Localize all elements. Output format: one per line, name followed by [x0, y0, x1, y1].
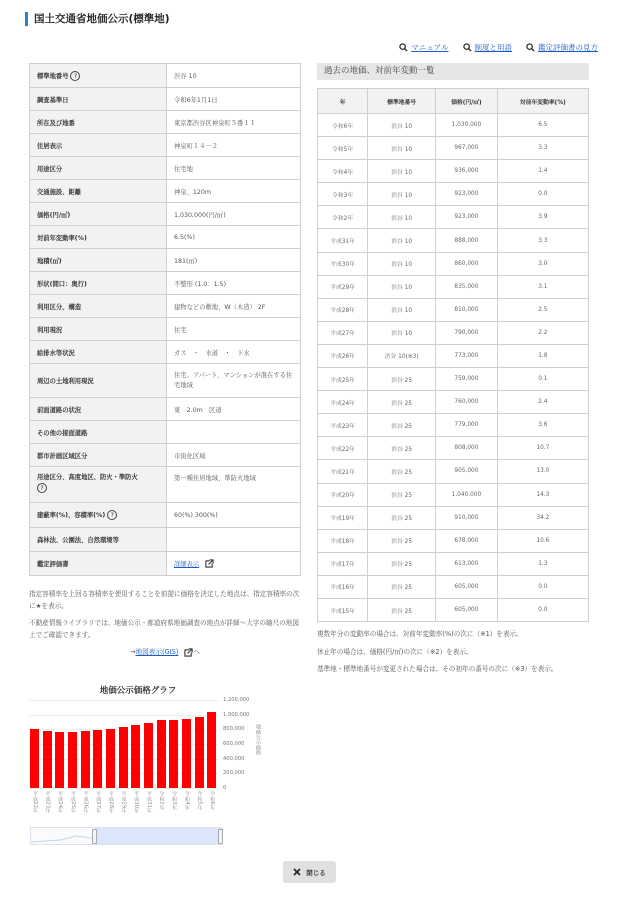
number-cell: 渋谷 10 — [368, 252, 436, 275]
history-row — [318, 344, 589, 367]
detail-row: 用途区分 住宅地 — [30, 157, 301, 180]
change-cell: 2.2 — [497, 321, 588, 344]
external-link-icon — [184, 648, 193, 657]
detail-row: 利用現況 住宅 — [30, 318, 301, 341]
year-cell: 平成24年 — [318, 391, 368, 414]
page-title: 国土交通省地価公示(標準地) — [25, 12, 170, 26]
gis-link-row: →地図表示(GIS) へ — [130, 648, 200, 656]
year-cell: 平成23年 — [318, 414, 368, 437]
history-section-title: 過去の地価、対前年変動一覧 — [317, 63, 589, 80]
price-cell: 923,000 — [436, 183, 498, 206]
history-row — [318, 483, 589, 506]
col-number: 標準地番号 — [368, 89, 436, 114]
y-tick-label: 800,000 — [223, 726, 245, 733]
price-cell: 790,000 — [436, 321, 498, 344]
history-row — [318, 460, 589, 483]
change-cell: 0.0 — [497, 183, 588, 206]
y-tick-label: 0 — [223, 785, 227, 791]
chart-gridline — [28, 715, 218, 716]
chart-bar[interactable] — [68, 732, 77, 788]
history-table — [317, 88, 589, 622]
history-header-row — [318, 89, 589, 114]
number-cell: 渋谷 10 — [368, 298, 436, 321]
note-2: 休止年の場合は、価格(円/㎡)の次に（※2）を表示。 — [317, 647, 473, 656]
detail-row: 住居表示 神泉町１４－２ — [30, 134, 301, 157]
number-cell: 渋谷 10 — [368, 160, 436, 183]
change-cell: 10.7 — [497, 437, 588, 460]
x-tick-label: 平成31年 — [145, 791, 152, 814]
col-year: 年 — [318, 89, 368, 114]
price-cell: 605,000 — [436, 575, 498, 598]
detail-row: 鑑定評価書 詳細表示 — [30, 552, 301, 576]
col-price: 価格(円/㎡) — [436, 89, 498, 114]
chart-bar[interactable] — [169, 720, 178, 788]
number-cell: 渋谷 25 — [368, 575, 436, 598]
y-tick-label: 400,000 — [223, 755, 245, 762]
appraisal-detail-link[interactable]: 詳細表示 — [174, 560, 200, 568]
history-row — [318, 137, 589, 160]
change-cell: 2.5 — [497, 298, 588, 321]
appraisal-guide-link[interactable]: 鑑定評価書の見方 — [526, 42, 598, 53]
chart-bar[interactable] — [195, 717, 204, 788]
change-cell: 3.3 — [497, 137, 588, 160]
history-row — [318, 252, 589, 275]
number-cell: 渋谷 10 — [368, 275, 436, 298]
detail-row: 所在及び地番 東京都渋谷区神泉町５番１１ — [30, 111, 301, 134]
change-cell: 3.6 — [497, 414, 588, 437]
external-link-icon — [205, 559, 214, 568]
note-3: 基準地・標準地番号が変更された場合は、その初年の番号の次に（※3）を表示。 — [317, 665, 558, 673]
year-cell: 令和6年 — [318, 114, 368, 137]
history-row — [318, 552, 589, 575]
history-row — [318, 506, 589, 529]
number-cell: 渋谷 10 — [368, 229, 436, 252]
price-cell: 1,040,000 — [436, 483, 498, 506]
y-tick-label: 1,000,000 — [223, 711, 250, 718]
detail-row: 前面道路の状況 東 2.0m 区道 — [30, 398, 301, 421]
price-cell: 810,000 — [436, 298, 498, 321]
detail-row: 価格(円/㎡) 1,030,000(円/㎡) — [30, 203, 301, 226]
chart-bar[interactable] — [182, 719, 191, 788]
x-tick-label: 平成27年 — [95, 791, 102, 814]
change-cell: 3.0 — [497, 252, 588, 275]
year-cell: 平成27年 — [318, 321, 368, 344]
detail-row: 給排水等状況 ガス ・ 水道 ・ 下水 — [30, 341, 301, 364]
navigator-left-handle[interactable] — [92, 829, 97, 844]
year-cell: 令和4年 — [318, 160, 368, 183]
number-cell: 渋谷 10 — [368, 137, 436, 160]
x-tick-label: 令和2年 — [158, 791, 165, 810]
year-cell: 令和2年 — [318, 206, 368, 229]
change-cell: 10.6 — [497, 529, 588, 552]
chart-bar[interactable] — [131, 725, 140, 788]
price-cell: 835,000 — [436, 275, 498, 298]
price-cell: 760,000 — [436, 391, 498, 414]
change-cell: 3.1 — [497, 275, 588, 298]
help-icon[interactable]: ? — [107, 510, 117, 520]
number-cell: 渋谷 25 — [368, 437, 436, 460]
number-cell: 渋谷 25 — [368, 460, 436, 483]
x-tick-label: 平成22年 — [31, 791, 38, 814]
chart-bar[interactable] — [93, 730, 102, 788]
year-cell: 平成20年 — [318, 483, 368, 506]
chart-bar[interactable] — [81, 731, 90, 788]
chart-bar[interactable] — [207, 712, 216, 788]
chart-gridline — [28, 788, 218, 789]
price-cell: 888,000 — [436, 229, 498, 252]
close-button[interactable]: 閉じる — [283, 861, 336, 883]
col-change: 対前年変動率(%) — [497, 89, 588, 114]
chart-bar[interactable] — [30, 729, 39, 788]
year-cell: 令和5年 — [318, 137, 368, 160]
search-icon — [463, 43, 472, 52]
x-tick-label: 令和3年 — [171, 791, 178, 810]
number-cell: 渋谷 10(※3) — [368, 344, 436, 367]
detail-row: 都市計画区域区分 市街化区域 — [30, 444, 301, 467]
chart-bar[interactable] — [144, 723, 153, 788]
change-cell: 6.5 — [497, 114, 588, 137]
year-cell: 平成22年 — [318, 437, 368, 460]
price-cell: 605,000 — [436, 598, 498, 621]
terms-link[interactable]: 制度と用語 — [463, 42, 513, 53]
chart-bar[interactable] — [157, 720, 166, 788]
change-cell: 0.0 — [497, 575, 588, 598]
price-cell: 773,000 — [436, 344, 498, 367]
chart-y-label: 地価公示価格 — [255, 724, 261, 756]
change-cell: 1.3 — [497, 552, 588, 575]
number-cell: 渋谷 25 — [368, 391, 436, 414]
detail-row: 対前年変動率(%) 6.5(%) — [30, 226, 301, 249]
detail-row: 森林法、公園法、自然環境等 — [30, 528, 301, 552]
change-cell: 3.3 — [497, 229, 588, 252]
change-cell: 0.1 — [497, 368, 588, 391]
close-icon — [293, 868, 301, 876]
price-cell: 779,000 — [436, 414, 498, 437]
number-cell: 渋谷 10 — [368, 206, 436, 229]
detail-row: 用途区分、高度地区、防火・準防火 ? 第一種住居地域、準防火地域 — [30, 467, 301, 503]
floor-area-note: 指定容積率を上回る容積率を使用することを前提に価格を決定した地点は、指定容積率の次に★を表示。 — [29, 590, 300, 610]
chart-bar[interactable] — [43, 731, 52, 788]
navigator-selected-range[interactable] — [95, 828, 223, 844]
year-cell: 平成17年 — [318, 552, 368, 575]
number-cell: 渋谷 25 — [368, 483, 436, 506]
change-cell: 14.3 — [497, 483, 588, 506]
price-cell: 613,000 — [436, 552, 498, 575]
x-tick-label: 平成26年 — [82, 791, 89, 814]
year-cell: 平成30年 — [318, 252, 368, 275]
y-tick-label: 600,000 — [223, 741, 245, 747]
chart-range-navigator[interactable] — [30, 827, 222, 845]
history-row — [318, 160, 589, 183]
year-cell: 平成18年 — [318, 529, 368, 552]
price-cell: 759,000 — [436, 368, 498, 391]
history-row — [318, 368, 589, 391]
number-cell: 渋谷 25 — [368, 368, 436, 391]
change-cell: 1.4 — [497, 160, 588, 183]
history-row — [318, 414, 589, 437]
notes-left — [29, 589, 301, 659]
year-cell: 平成29年 — [318, 275, 368, 298]
x-tick-label: 令和6年 — [209, 791, 216, 810]
price-cell: 808,000 — [436, 437, 498, 460]
navigator-right-handle[interactable] — [218, 829, 223, 844]
chart-bar[interactable] — [106, 729, 115, 788]
x-tick-label: 令和4年 — [183, 791, 190, 810]
price-cell: 905,000 — [436, 460, 498, 483]
help-icon[interactable]: ? — [70, 71, 80, 81]
year-cell: 平成26年 — [318, 344, 368, 367]
year-cell: 平成19年 — [318, 506, 368, 529]
number-cell: 渋谷 25 — [368, 598, 436, 621]
number-cell: 渋谷 10 — [368, 114, 436, 137]
gis-map-link[interactable]: 地図表示(GIS) — [135, 648, 179, 656]
y-tick-label: 1,200,000 — [223, 697, 250, 703]
history-row — [318, 321, 589, 344]
number-cell: 渋谷 25 — [368, 506, 436, 529]
history-row — [318, 529, 589, 552]
chart-bar[interactable] — [119, 727, 128, 788]
detail-row: 周辺の土地利用現況 住宅、アパート、マンションが混在する住宅地域 — [30, 364, 301, 398]
note-1: 複数年分の変動率の場合は、対前年変動率(%)の次に（※1）を表示。 — [317, 630, 523, 638]
y-tick-label: 200,000 — [223, 770, 245, 777]
x-tick-label: 令和5年 — [196, 791, 203, 810]
history-row — [318, 206, 589, 229]
x-tick-label: 平成28年 — [107, 791, 114, 814]
number-cell: 渋谷 10 — [368, 321, 436, 344]
history-row — [318, 575, 589, 598]
history-row — [318, 229, 589, 252]
library-note: 不動産情報ライブラリでは、地価公示・都道府県地価調査の地点が詳細～大字の縮尺の地図上でご確認できます。 — [29, 619, 299, 639]
price-cell: 967,000 — [436, 137, 498, 160]
chart-x-axis — [28, 791, 218, 831]
history-row — [318, 391, 589, 414]
change-cell: 13.0 — [497, 460, 588, 483]
number-cell: 渋谷 10 — [368, 183, 436, 206]
year-cell: 平成21年 — [318, 460, 368, 483]
history-row — [318, 437, 589, 460]
history-row — [318, 598, 589, 621]
year-cell: 平成25年 — [318, 368, 368, 391]
x-tick-label: 平成25年 — [69, 791, 76, 814]
price-cell: 678,000 — [436, 529, 498, 552]
change-cell: 2.4 — [497, 391, 588, 414]
manual-link[interactable]: マニュアル — [399, 42, 448, 53]
history-row — [318, 298, 589, 321]
history-row — [318, 114, 589, 137]
detail-row: 調査基準日 令和6年1月1日 — [30, 88, 301, 111]
price-cell: 1,030,000 — [436, 114, 498, 137]
search-icon — [526, 43, 535, 52]
history-row — [318, 183, 589, 206]
price-chart — [28, 700, 218, 788]
detail-row: 交通施設、距離 神泉、120m — [30, 180, 301, 203]
top-links — [399, 42, 598, 53]
year-cell: 平成16年 — [318, 575, 368, 598]
number-cell: 渋谷 25 — [368, 414, 436, 437]
chart-bar[interactable] — [55, 732, 64, 788]
price-cell: 860,000 — [436, 252, 498, 275]
year-cell: 平成28年 — [318, 298, 368, 321]
x-tick-label: 平成23年 — [44, 791, 51, 814]
change-cell: 3.9 — [497, 206, 588, 229]
change-cell: 34.2 — [497, 506, 588, 529]
search-icon — [399, 43, 408, 52]
notes-right — [317, 629, 597, 682]
detail-row: その他の接面道路 — [30, 421, 301, 444]
detail-row: 形状(間口：奥行) 不整形 (1.0：1.5) — [30, 272, 301, 295]
x-tick-label: 平成30年 — [133, 791, 140, 814]
number-cell: 渋谷 25 — [368, 529, 436, 552]
change-cell: 1.8 — [497, 344, 588, 367]
x-tick-label: 平成29年 — [120, 791, 127, 814]
year-cell: 平成31年 — [318, 229, 368, 252]
help-icon[interactable]: ? — [37, 483, 47, 493]
detail-row: 標準地番号 ? 渋谷 10 — [30, 64, 301, 88]
detail-table — [29, 63, 301, 576]
year-cell: 平成15年 — [318, 598, 368, 621]
detail-row: 建蔽率(%)、容積率(%) ? 60(%) 300(%) — [30, 503, 301, 528]
chart-gridline — [28, 700, 218, 701]
history-row — [318, 275, 589, 298]
price-cell: 936,000 — [436, 160, 498, 183]
price-cell: 923,000 — [436, 206, 498, 229]
chart-title: 地価公示価格グラフ — [99, 686, 177, 696]
detail-row: 地積(㎡) 181(㎡) — [30, 249, 301, 272]
change-cell: 0.0 — [497, 598, 588, 621]
year-cell: 令和3年 — [318, 183, 368, 206]
number-cell: 渋谷 25 — [368, 552, 436, 575]
price-cell: 910,000 — [436, 506, 498, 529]
x-tick-label: 平成24年 — [57, 791, 64, 814]
detail-row: 利用区分、構造 建物などの敷地、W（木造） 2F — [30, 295, 301, 318]
